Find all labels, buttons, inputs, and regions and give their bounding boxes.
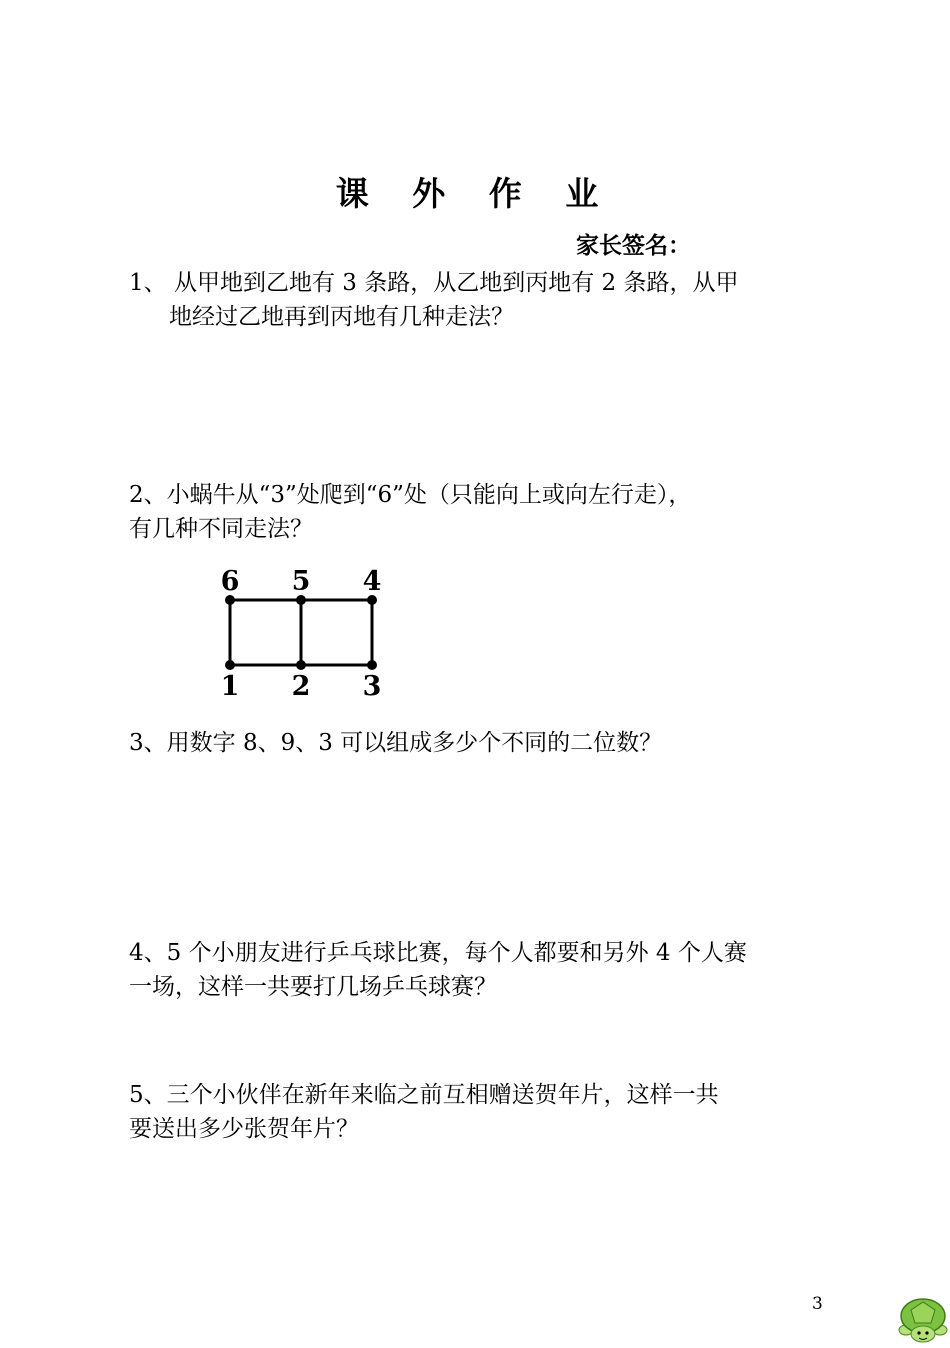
question-1-line-1: 1、 从甲地到乙地有 3 条路，从乙地到丙地有 2 条路，从甲 <box>129 270 739 296</box>
grid-label-4: 4 <box>362 566 382 597</box>
question-3 <box>129 726 824 760</box>
question-4-line-2: 一场，这样一共要打几场乒乓球赛？ <box>129 974 497 1000</box>
page-number: 3 <box>812 1294 823 1314</box>
turtle-icon <box>896 1286 950 1346</box>
grid-node-1 <box>225 660 235 670</box>
parent-signature-label: 家长签名： <box>576 233 691 259</box>
grid-label-2: 2 <box>291 671 311 702</box>
page-title: 课 外 作 业 <box>335 174 615 213</box>
grid-node-3 <box>367 660 377 670</box>
question-1 <box>129 266 824 334</box>
question-2 <box>129 478 824 546</box>
question-5-line-2: 要送出多少张贺年片？ <box>129 1116 359 1142</box>
grid-label-1: 1 <box>220 671 240 702</box>
question-3-line-1: 3、用数字 8、9、3 可以组成多少个不同的二位数？ <box>129 730 663 756</box>
question-1-line-2: 地经过乙地再到丙地有几种走法？ <box>169 304 514 330</box>
grid-label-3: 3 <box>362 671 382 702</box>
question-5-line-1: 5、三个小伙伴在新年来临之前互相赠送贺年片，这样一共 <box>129 1082 719 1108</box>
question-4-line-1: 4、5 个小朋友进行乒乓球比赛，每个人都要和另外 4 个人赛 <box>129 940 747 966</box>
question-2-line-1: 2、小蜗牛从“3”处爬到“6”处（只能向上或向左行走）， <box>129 482 692 508</box>
path-grid-diagram <box>210 562 390 702</box>
question-2-line-2: 有几种不同走法？ <box>129 516 313 542</box>
grid-label-5: 5 <box>291 566 311 597</box>
grid-label-6: 6 <box>220 566 240 597</box>
grid-node-2 <box>296 660 306 670</box>
question-5 <box>129 1078 824 1146</box>
question-4 <box>129 936 824 1004</box>
